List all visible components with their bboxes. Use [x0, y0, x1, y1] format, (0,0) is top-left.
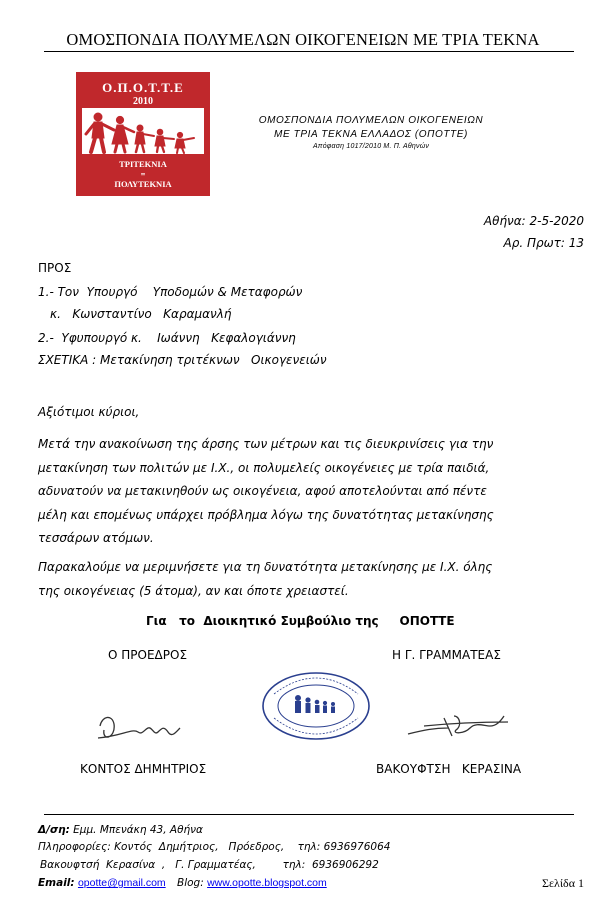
- footer-rule: [44, 814, 574, 815]
- logo-title: Ο.Π.Ο.Τ.Τ.Ε: [102, 80, 184, 95]
- letter-date: Αθήνα: 2-5-2020: [483, 214, 584, 228]
- email-link[interactable]: opotte@gmail.com: [77, 877, 166, 889]
- page-number: Σελίδα 1: [541, 876, 584, 890]
- recipient-heading: ΠΡΟΣ: [38, 261, 72, 275]
- page-header-title: ΟΜΟΣΠΟΝΔΙΑ ΠΟΛΥΜΕΛΩΝ ΟΙΚΟΓΕΝΕΙΩΝ ΜΕ ΤΡΙΑ ΤΕΚΝΑ: [66, 30, 540, 49]
- on-behalf-line: Για το Διοικητικό Συμβούλιο της ΟΠΟΤΤΕ: [146, 614, 455, 628]
- recipient-2: 2.- Υφυπουργό κ. Ιωάννη Κεφαλογιάννη: [38, 331, 296, 345]
- logo-year: 2010: [133, 96, 153, 107]
- p1-line: μετακίνηση των πολιτών με Ι.Χ., οι πολυμελείς οικογένειες με τρία παιδιά,: [38, 460, 490, 475]
- p2-line: της οικογένειας (5 άτομα), αν και όποτε χρειαστεί.: [38, 583, 349, 598]
- association-stamp: [260, 670, 372, 742]
- org-name-line-2: ΜΕ ΤΡΙΑ ΤΕΚΝΑ ΕΛΛΑΔΟΣ (ΟΠΟΤΤΕ): [274, 129, 468, 140]
- secretary-name: ΒΑΚΟΥΦΤΣΗ ΚΕΡΑΣΙΝΑ: [376, 762, 522, 776]
- blog-label: Blog:: [177, 877, 204, 889]
- logo-text-3: ΠΟΛΥΤΕΚΝΙΑ: [114, 179, 172, 189]
- footer-info-2: Βακουφτσή Κερασίνα , Γ. Γραμματέας, τηλ: 6936906292: [40, 859, 379, 871]
- blog-link[interactable]: www.opotte.blogspot.com: [207, 877, 327, 889]
- p1-line: μέλη και επομένως υπάρχει πρόβλημα λόγω της δυνατότητας μετακίνησης: [38, 507, 494, 522]
- header-rule: [44, 51, 574, 52]
- footer-contact: [38, 877, 327, 889]
- p1-line: τεσσάρων ατόμων.: [38, 531, 154, 545]
- president-name: ΚΟΝΤΟΣ ΔΗΜΗΤΡΙΟΣ: [80, 762, 207, 776]
- body-paragraph-1: [38, 433, 578, 551]
- org-decision: Απόφαση 1017/2010 Μ. Π. Αθηνών: [312, 143, 430, 150]
- family-figures-icon: [82, 108, 204, 154]
- secretary-title: Η Γ. ΓΡΑΜΜΑΤΕΑΣ: [392, 648, 501, 662]
- recipient-1: 1.- Τον Υπουργό Υποδομών & Μεταφορών: [38, 285, 303, 299]
- protocol-number: Αρ. Πρωτ: 13: [503, 236, 584, 250]
- address-label: Δ/ση:: [38, 824, 70, 836]
- logo-text-2: =: [140, 169, 146, 179]
- email-label: Email:: [38, 877, 75, 889]
- p1-line: αδυνατούν να μετακινηθούν ως οικογένεια, αφού αποτελούνται από πέντε: [38, 484, 487, 498]
- address-value: Εμμ. Μπενάκη 43, Αθήνα: [73, 824, 203, 836]
- p2-line: Παρακαλούμε να μεριμνήσετε για τη δυνατότητα μετακίνησης με Ι.Χ. όλης: [38, 560, 493, 574]
- logo-text-1: ΤΡΙΤΕΚΝΙΑ: [119, 159, 167, 169]
- body-paragraph-2: [38, 556, 578, 603]
- letter-greeting: Αξιότιμοι κύριοι,: [38, 405, 140, 419]
- letter-subject: ΣΧΕΤΙΚΑ : Μετακίνηση τριτέκνων Οικογενειών: [38, 353, 327, 367]
- p1-line: Μετά την ανακοίνωση της άρσης των μέτρων και τις διευκρινίσεις για την: [38, 437, 494, 451]
- secretary-signature: [404, 706, 514, 746]
- footer-address: [38, 824, 203, 836]
- logo-family-panel: [82, 108, 204, 154]
- footer-info-1: Πληροφορίες: Κοντός Δημήτριος, Πρόεδρος, τηλ: 6936976064: [38, 841, 391, 853]
- president-title: Ο ΠΡΟΕΔΡΟΣ: [108, 648, 188, 662]
- opotte-logo: [76, 72, 210, 196]
- president-signature: [92, 708, 188, 748]
- recipient-1-name: κ. Κωνσταντίνο Καραμανλή: [50, 307, 232, 321]
- org-name-line-1: ΟΜΟΣΠΟΝΔΙΑ ΠΟΛΥΜΕΛΩΝ ΟΙΚΟΓΕΝΕΙΩΝ: [258, 115, 484, 126]
